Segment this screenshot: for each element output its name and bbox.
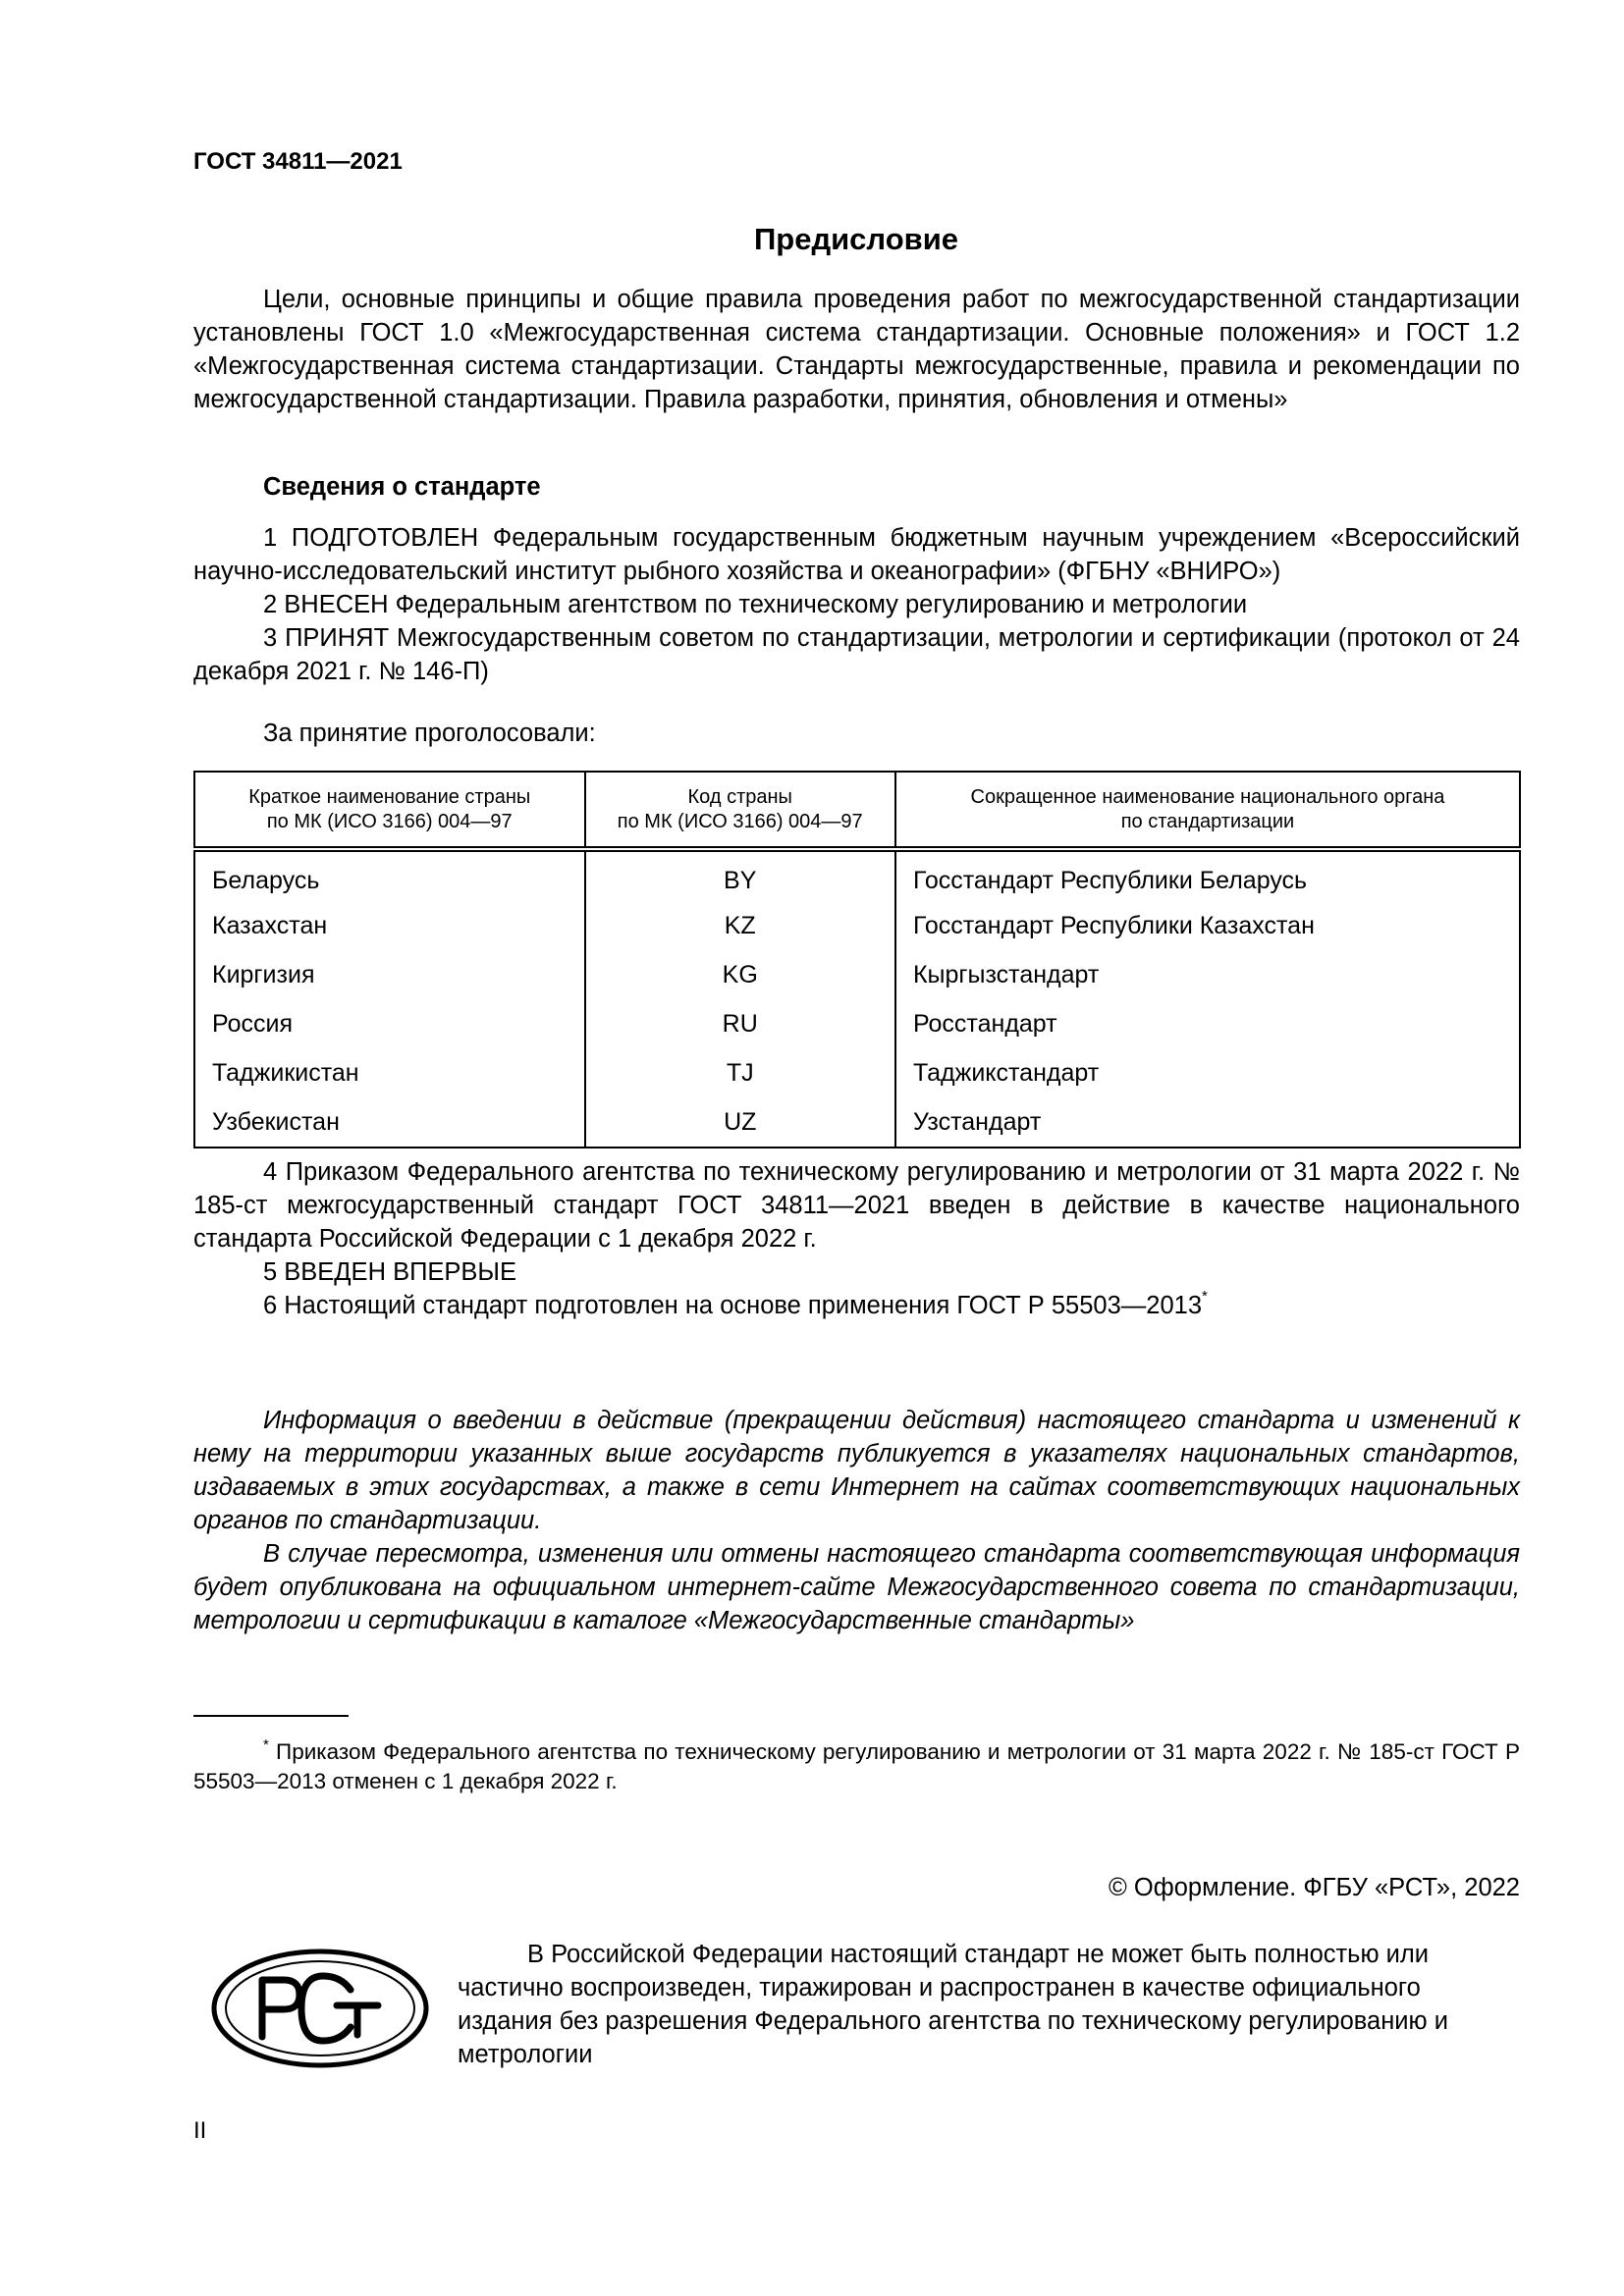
logo-text: РСТ [320,2066,322,2067]
country-name: Узбекистан [194,1097,585,1148]
country-name: Россия [194,999,585,1048]
items-before-table [193,521,1520,688]
footnote-divider [193,1715,349,1717]
header-country-name-line2: по МК (ИСО 3166) 004—97 [266,811,513,832]
table-row [194,950,1520,999]
footnote-mark: * [263,1736,269,1753]
document-id: ГОСТ 34811—2021 [193,148,403,175]
country-code: BY [585,849,895,901]
footnote [193,1737,1520,1796]
item-first-introduced: 5 ВВЕДЕН ВПЕРВЫЕ [263,1258,517,1286]
table-row [194,999,1520,1048]
country-name: Казахстан [194,901,585,950]
info-paragraph-revision: В случае пересмотра, изменения или отмены настоящего стандарта соответствующая информация будет опубликована на официальном интернет-сайте Межгосударственного совета по стандартизации, метрологии и сертификации в каталоге «Межгосударственные стандарты» [193,1540,1520,1634]
table-row [194,1097,1520,1148]
header-country-code [585,772,895,849]
header-country-code-line2: по МК (ИСО 3166) 004—97 [617,811,863,832]
item-basis-text: 6 Настоящий стандарт подготовлен на основе применения ГОСТ Р 55503—2013 [263,1292,1203,1319]
intro-paragraph: Цели, основные принципы и общие правила проведения работ по межгосударственной стандартизации установлены ГОСТ 1.0 «Межгосударственная система стандартизации. Основные положения» и ГОСТ 1.2 «Межгосударственная система стандартизации. Стандарты межгосударственные, правила и рекомендации по межгосударственной стандартизации. Правила разработки, принятия, обновления и отмены» [193,286,1520,413]
header-national-body-line1: Сокращенное наименование национального органа [970,786,1445,808]
country-code: RU [585,999,895,1048]
header-country-name [194,772,585,849]
header-country-code-line1: Код страны [687,786,792,808]
rights-notice: В Российской Федерации настоящий стандарт не может быть полностью или частично воспроизведен, тиражирован и распространен в качестве официального издания без разрешения Федерального агентства по техническому регулированию и метрологии [458,1941,1448,2068]
countries-table [193,771,1521,1148]
country-name: Киргизия [194,950,585,999]
rst-logo-icon [211,1949,429,2073]
country-name: Таджикистан [194,1048,585,1097]
info-block [193,1404,1520,1637]
header-national-body [895,772,1520,849]
country-code: KZ [585,901,895,950]
page-title: Предисловие [753,222,958,256]
info-paragraph-publication: Информация о введении в действие (прекращении действия) настоящего стандарта и изменений к нему на территории указанных выше государств публикуется в указателях национальных стандартов, издаваемых в этих государствах, а также в сети Интернет на сайтах соответствующих национальных органов по стандартизации. [193,1407,1520,1534]
country-code: TJ [585,1048,895,1097]
table-header-row [194,772,1520,849]
national-body: Узстандарт [895,1097,1520,1148]
voted-label: За принятие проголосовали: [263,720,596,747]
table-row [194,849,1520,901]
page-number: II [193,2117,207,2144]
table-row [194,1048,1520,1097]
footnote-text: Приказом Федерального агентства по техническому регулированию и метрологии от 31 марта 2022 г. № 185-ст ГОСТ Р 55503—2013 отменен с 1 декабря 2022 г. [193,1739,1520,1793]
item-adopted: 3 ПРИНЯТ Межгосударственным советом по стандартизации, метрологии и сертификации (протокол от 24 декабря 2021 г. № 146-П) [193,624,1520,685]
item-introduced: 2 ВНЕСЕН Федеральным агентством по техническому регулированию и метрологии [263,591,1248,618]
copyright-notice: © Оформление. ФГБУ «РСТ», 2022 [1109,1874,1520,1901]
items-after-table [193,1155,1520,1322]
national-body: Росстандарт [895,999,1520,1048]
country-code: UZ [585,1097,895,1148]
item-prepared: 1 ПОДГОТОВЛЕН Федеральным государственным бюджетным научным учреждением «Всероссийский научно-исследовательский институт рыбного хозяйства и океанографии» (ФГБНУ «ВНИРО») [193,524,1520,585]
header-country-name-line1: Краткое наименование страны [248,786,531,808]
national-body: Кыргызстандарт [895,950,1520,999]
item-enacted: 4 Приказом Федерального агентства по техническому регулированию и метрологии от 31 марта 2022 г. № 185-ст межгосударственный стандарт ГОСТ 34811—2021 введен в действие в качестве национального стандарта Российской Федерации с 1 декабря 2022 г. [193,1158,1520,1253]
item-basis [193,1289,1520,1322]
section-heading: Сведения о стандарте [263,473,541,501]
table-row [194,901,1520,950]
footnote-reference[interactable]: * [1202,1288,1208,1305]
country-name: Беларусь [194,849,585,901]
national-body: Госстандарт Республики Казахстан [895,901,1520,950]
national-body: Таджикстандарт [895,1048,1520,1097]
national-body: Госстандарт Республики Беларусь [895,849,1520,901]
country-code: KG [585,950,895,999]
header-national-body-line2: по стандартизации [1120,811,1295,832]
